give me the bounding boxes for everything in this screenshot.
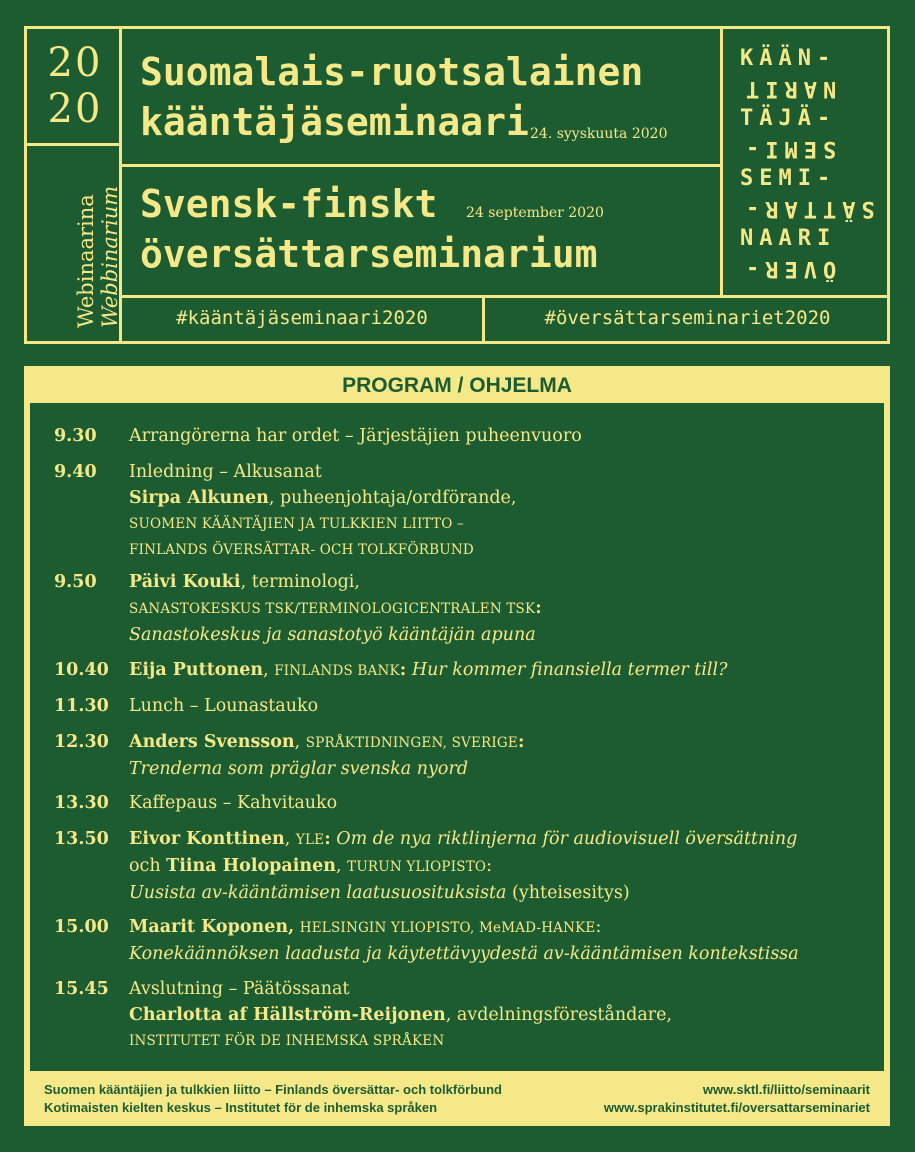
speaker-org: TURUN YLIOPISTO	[347, 859, 487, 875]
footer-org-2: Kotimaisten kielten keskus – Institutet för de inhemska språken	[44, 1100, 438, 1115]
program-title: PROGRAM / OHJELMA	[342, 374, 572, 397]
item-time: 12.30	[54, 732, 109, 752]
stack-word-6: SÄTTAR-	[740, 196, 875, 221]
sv-date: 24 september 2020	[466, 205, 604, 221]
footer-org-1: Suomen kääntäjien ja tulkkien liitto – Finlands översättar- och tolkförbund	[44, 1082, 502, 1097]
year-line2: 20	[47, 86, 103, 132]
fi-title-line1: Suomalais-ruotsalainen	[140, 50, 644, 94]
speaker-role: , puheenjohtaja/ordförande,	[268, 488, 517, 508]
speaker-role: , avdelningsföreståndare,	[445, 1005, 673, 1025]
speaker-name: Charlotta af Hällström-Reijonen	[129, 1005, 446, 1025]
fi-title-line2: kääntäjäseminaari	[140, 100, 529, 144]
speaker-name: Tiina Holopainen	[166, 856, 336, 876]
year	[30, 40, 120, 132]
sv-title-line1: Svensk-finskt	[140, 182, 438, 226]
stack-word-7: NAARI	[740, 226, 837, 251]
talk-title: Sanastokeskus ja sanastotyö kääntäjän apuna	[129, 625, 536, 645]
stack-word-3: TÄJÄ-	[740, 106, 837, 131]
speaker-org: FINLANDS BANK	[274, 663, 400, 679]
item-time: 11.30	[54, 696, 109, 716]
stack-word-1: KÄÄN-	[740, 46, 837, 71]
sv-title-line2: översättarseminarium	[140, 232, 598, 276]
speaker-name: Päivi Kouki	[129, 572, 241, 592]
speaker-org: SANASTOKESKUS TSK/TERMINOLOGICENTRALEN TSK	[129, 601, 536, 617]
speaker-name: Sirpa Alkunen	[129, 488, 269, 508]
word-stack	[726, 30, 886, 292]
conjunction: och	[129, 856, 167, 876]
colon: :	[324, 829, 331, 849]
talk-title: Uusista av-kääntämisen laatusuosituksista	[129, 883, 507, 903]
talk-title: Trenderna som präglar svenska nyord	[129, 759, 469, 779]
divider-titles	[119, 164, 723, 167]
speaker-org: HELSINGIN YLIOPISTO, MeMAD-HANKE	[299, 920, 596, 936]
talk-title: Om de nya riktlinjerna för audiovisuell översättning	[336, 829, 798, 849]
year-line1: 20	[47, 40, 103, 86]
vertical-label-fi: Webinaarina	[74, 194, 98, 328]
footer-link-2[interactable]: www.sprakinstitutet.fi/oversattarseminariet	[603, 1100, 870, 1115]
fi-date: 24. syyskuuta 2020	[530, 126, 668, 142]
colon: :	[595, 917, 602, 937]
item-time: 15.00	[54, 917, 109, 937]
stack-word-2: NARIT	[740, 76, 837, 101]
vertical-label-sv: Webbinarium	[98, 185, 122, 328]
talk-note: (yhteisesitys)	[506, 883, 630, 903]
talk-title: Konekäännöksen laadusta ja käytettävyydestä av-kääntämisen kontekstissa	[129, 944, 799, 964]
item-title: Inledning – Alkusanat	[129, 462, 322, 482]
speaker-name: Anders Svensson	[129, 732, 295, 752]
item-time: 13.50	[54, 829, 109, 849]
speaker-org: SPRÅKTIDNINGEN, SVERIGE	[305, 735, 518, 751]
item-time: 9.30	[54, 426, 97, 446]
colon: :	[486, 856, 493, 876]
item-title: Arrangörerna har ordet – Järjestäjien puheenvuoro	[129, 426, 582, 446]
footer-link-1[interactable]: www.sktl.fi/liitto/seminaarit	[702, 1082, 870, 1097]
colon: :	[399, 660, 407, 680]
divider-vertical-right	[720, 26, 723, 298]
colon: :	[517, 732, 525, 752]
stack-word-8: ÖVER-	[740, 256, 837, 281]
speaker-org: FINLANDS ÖVERSÄTTAR- OCH TOLKFÖRBUND	[129, 542, 474, 558]
item-time: 10.40	[54, 660, 109, 680]
item-time: 9.50	[54, 572, 97, 592]
colon: :	[535, 598, 542, 618]
stack-word-4: SEMI-	[740, 136, 837, 161]
divider-hashtags	[119, 295, 890, 298]
item-title: Lunch – Lounastauko	[129, 696, 319, 716]
program-box	[24, 366, 890, 1126]
stack-word-5: SEMI-	[740, 166, 837, 191]
program-list: 9.30 Arrangörerna har ordet – Järjestäjien puheenvuoro 9.40 Inledning – Alkusanat Sirpa Alkunen, puheenjohtaja/ordförande, SUOMEN KÄÄNTÄJIEN JA TULKKIEN LIITTO – FINLANDS ÖVERSÄTTAR- OCH TOLKFÖRBUND 9.50 Päivi Kouki, terminologi, SANASTOKESKUS TSK/TERMINOLOGICENTRALEN TSK: Sanastokeskus ja sanastotyö kääntäjän apuna 10.40 Eija Puttonen, FINLANDS BANK: Hur kommer finansiella termer till? 11.30 Lunch – Lounastauko 12.30 Anders Svensson, SPRÅKTIDNINGEN, SVERIGE: Trenderna som präglar svenska nyord 13.30 Kaffepaus – Kahvitauko 13.50 Eivor Konttinen, YLE: Om de nya riktlinjerna för audiovisuell översättning och Tiina Holopainen, TURUN YLIOPISTO: Uusista av-kääntämisen laatusuosituksista (yhteisesitys) 15.00 Maarit Koponen, HELSINGIN YLIOPISTO, MeMAD-HANKE: Konekäännöksen laadusta ja käytettävyydestä av-kääntämisen kontekstissa 15.45 Avslutning – Päätössanat Charlotta af Hällström-Reijonen, avdelningsföreståndare, INSTITUTET FÖR DE INHEMSKA SPRÅKEN	[30, 403, 884, 1071]
speaker-name: Maarit Koponen,	[129, 917, 295, 937]
speaker-role: , terminologi,	[240, 572, 360, 592]
item-time: 13.30	[54, 793, 109, 813]
speaker-org: SUOMEN KÄÄNTÄJIEN JA TULKKIEN LIITTO –	[129, 516, 464, 532]
speaker-org: YLE	[295, 832, 325, 848]
vertical-label	[30, 152, 120, 338]
item-time: 9.40	[54, 462, 97, 482]
hashtag-fi: #kääntäjäseminaari2020	[176, 307, 428, 329]
speaker-name: Eivor Konttinen	[129, 829, 285, 849]
divider-year	[24, 143, 122, 146]
speaker-org: INSTITUTET FÖR DE INHEMSKA SPRÅKEN	[129, 1033, 445, 1049]
hashtag-sv: #översättarseminariet2020	[544, 307, 831, 329]
item-title: Avslutning – Päätössanat	[129, 979, 350, 999]
item-title: Kaffepaus – Kahvitauko	[129, 793, 338, 813]
speaker-name: Eija Puttonen	[129, 660, 264, 680]
item-time: 15.45	[54, 979, 109, 999]
talk-title: Hur kommer finansiella termer till?	[411, 660, 728, 680]
